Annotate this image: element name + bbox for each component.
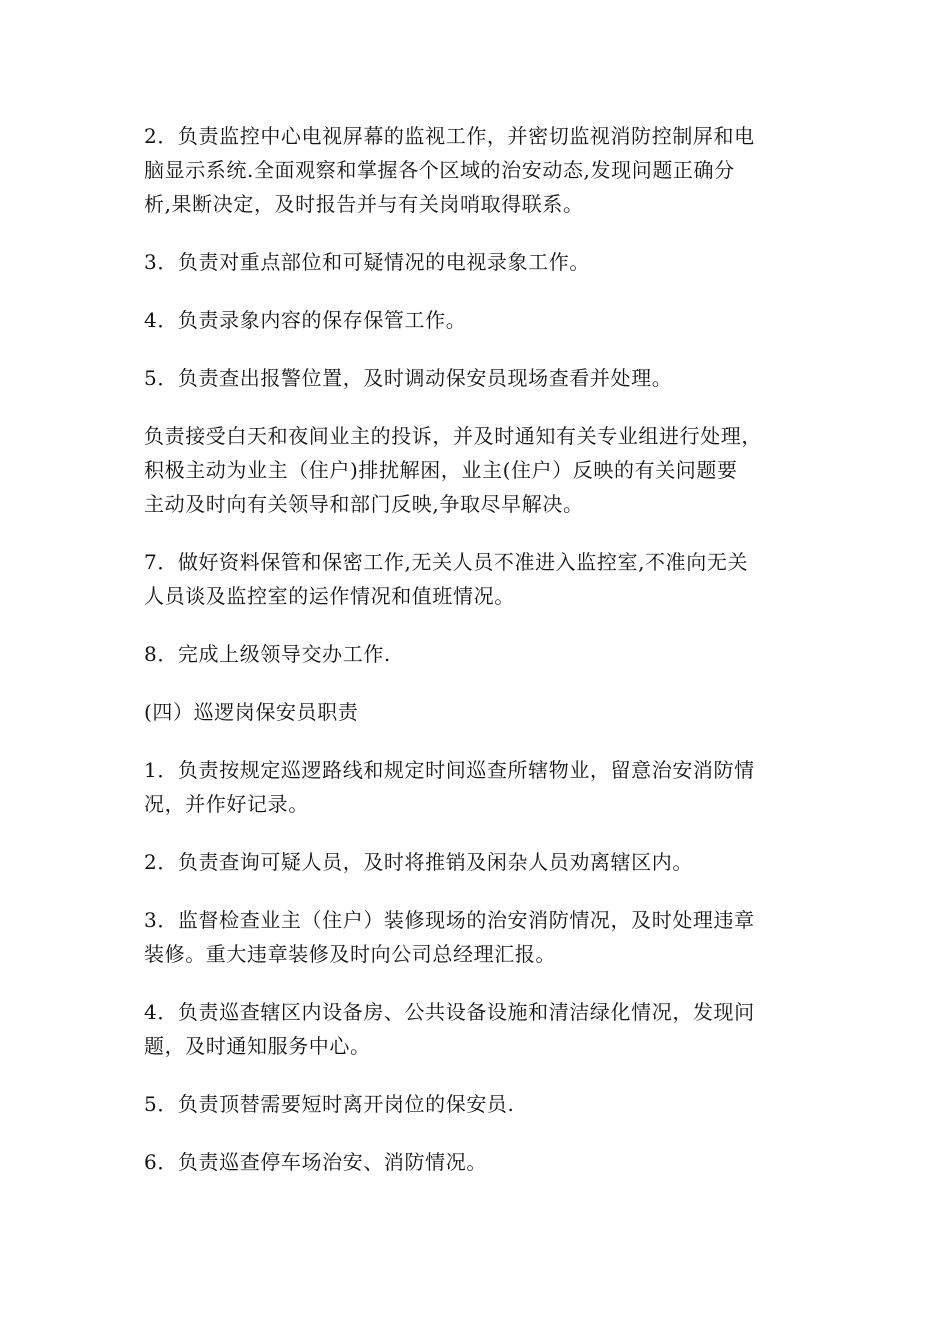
text-line: 题，及时通知服务中心。 [144,1034,371,1058]
paragraph-monitor-duty-6 [144,419,814,521]
text-line: 5．负责顶替需要短时离开岗位的保安员. [144,1092,515,1116]
document-body [144,119,814,1203]
paragraph-patrol-duty-6 [144,1145,814,1179]
paragraph-monitor-duty-2 [144,119,814,221]
text-line: 人员谈及监控室的运作情况和值班情况。 [144,584,515,608]
text-line: 2．负责监控中心电视屏幕的监视工作，并密切监视消防控制屏和电 [144,124,755,148]
text-line: 析,果断决定，及时报告并与有关岗哨取得联系。 [144,192,584,216]
text-line: 6．负责巡查停车场治安、消防情况。 [144,1150,487,1174]
paragraph-patrol-duty-2 [144,845,814,879]
paragraph-monitor-duty-4 [144,303,814,337]
text-line: 装修。重大违章装修及时向公司总经理汇报。 [144,942,556,966]
paragraph-monitor-duty-8 [144,637,814,671]
text-line: 况，并作好记录。 [144,792,309,816]
paragraph-patrol-duty-5 [144,1087,814,1121]
text-line: 8．完成上级领导交办工作. [144,642,391,666]
text-line: 7．做好资料保管和保密工作,无关人员不准进入监控室,不准向无关 [144,550,749,574]
text-line: 1．负责按规定巡逻路线和规定时间巡查所辖物业，留意治安消防情 [144,758,755,782]
paragraph-monitor-duty-5 [144,361,814,395]
text-line: 负责接受白天和夜间业主的投诉，并及时通知有关专业组进行处理， [144,424,762,448]
section-heading: (四）巡逻岗保安员职责 [144,700,359,724]
text-line: 2．负责查询可疑人员，及时将推销及闲杂人员劝离辖区内。 [144,850,693,874]
text-line: 积极主动为业主（住户)排扰解困，业主(住户）反映的有关问题要 [144,458,738,482]
text-line: 主动及时向有关领导和部门反映,争取尽早解决。 [144,492,584,516]
text-line: 脑显示系统.全面观察和掌握各个区域的治安动态,发现问题正确分 [144,158,735,182]
text-line: 5．负责查出报警位置，及时调动保安员现场查看并处理。 [144,366,673,390]
paragraph-patrol-duty-3 [144,903,814,971]
text-line: 3．负责对重点部位和可疑情况的电视录象工作。 [144,250,590,274]
text-line: 4．负责巡查辖区内设备房、公共设备设施和清洁绿化情况，发现问 [144,1000,755,1024]
text-line: 4．负责录象内容的保存保管工作。 [144,308,467,332]
paragraph-monitor-duty-7 [144,545,814,613]
text-line: 3．监督检查业主（住户）装修现场的治安消防情况，及时处理违章 [144,908,755,932]
paragraph-patrol-duty-1 [144,753,814,821]
paragraph-patrol-duty-4 [144,995,814,1063]
paragraph-monitor-duty-3 [144,245,814,279]
section-heading-patrol-guard [144,695,814,729]
